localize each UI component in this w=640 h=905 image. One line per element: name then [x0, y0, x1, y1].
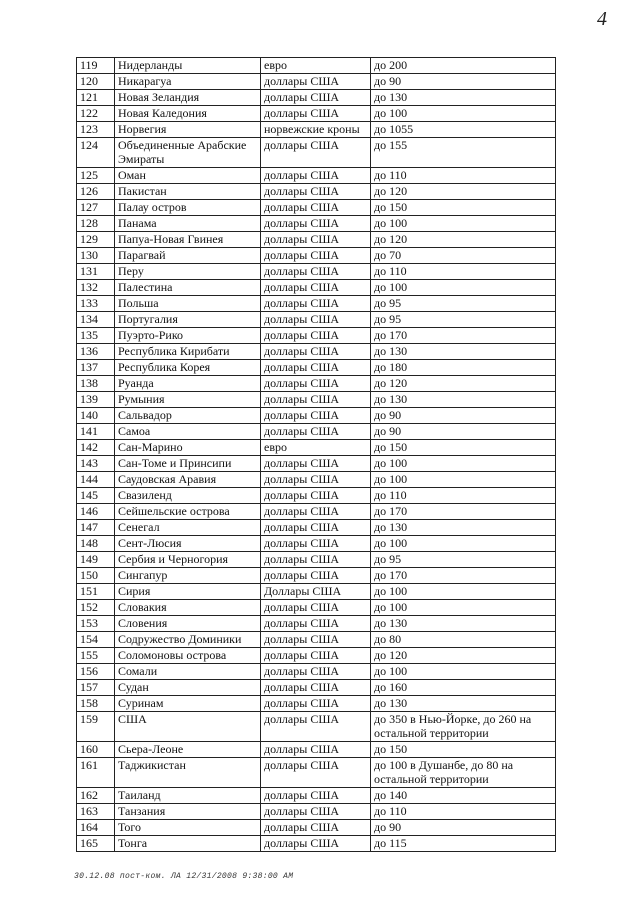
table-row [77, 90, 556, 106]
country-cell: Новая Каледония [115, 106, 261, 122]
limit-cell: до 90 [371, 820, 556, 836]
row-number-cell: 154 [77, 632, 115, 648]
country-rates-table [76, 57, 556, 852]
currency-cell: доллары США [261, 648, 371, 664]
table-row [77, 536, 556, 552]
row-number-cell: 158 [77, 696, 115, 712]
country-cell: Парагвай [115, 248, 261, 264]
table-row [77, 552, 556, 568]
currency-cell: доллары США [261, 456, 371, 472]
limit-cell: до 110 [371, 168, 556, 184]
currency-cell: доллары США [261, 280, 371, 296]
country-cell: Танзания [115, 804, 261, 820]
country-cell: Словения [115, 616, 261, 632]
row-number-cell: 129 [77, 232, 115, 248]
currency-cell: доллары США [261, 296, 371, 312]
limit-cell: до 100 [371, 536, 556, 552]
row-number-cell: 157 [77, 680, 115, 696]
table-row [77, 680, 556, 696]
currency-cell: доллары США [261, 200, 371, 216]
table-row [77, 584, 556, 600]
row-number-cell: 156 [77, 664, 115, 680]
table-row [77, 568, 556, 584]
currency-cell: доллары США [261, 74, 371, 90]
table-row [77, 664, 556, 680]
country-cell: США [115, 712, 261, 742]
currency-cell: доллары США [261, 696, 371, 712]
table-row [77, 632, 556, 648]
table-row [77, 456, 556, 472]
country-cell: Перу [115, 264, 261, 280]
row-number-cell: 134 [77, 312, 115, 328]
limit-cell: до 100 [371, 584, 556, 600]
country-cell: Таджикистан [115, 758, 261, 788]
currency-cell: доллары США [261, 536, 371, 552]
limit-cell: до 115 [371, 836, 556, 852]
table-row [77, 232, 556, 248]
country-cell: Палестина [115, 280, 261, 296]
table-row [77, 376, 556, 392]
row-number-cell: 149 [77, 552, 115, 568]
table-row [77, 328, 556, 344]
country-cell: Польша [115, 296, 261, 312]
limit-cell: до 1055 [371, 122, 556, 138]
limit-cell: до 100 [371, 280, 556, 296]
table-row [77, 836, 556, 852]
limit-cell: до 110 [371, 804, 556, 820]
country-cell: Содружество Доминики [115, 632, 261, 648]
country-cell: Сенегал [115, 520, 261, 536]
country-cell: Республика Корея [115, 360, 261, 376]
limit-cell: до 170 [371, 504, 556, 520]
row-number-cell: 143 [77, 456, 115, 472]
country-cell: Сан-Томе и Принсипи [115, 456, 261, 472]
limit-cell: до 100 [371, 472, 556, 488]
row-number-cell: 135 [77, 328, 115, 344]
row-number-cell: 145 [77, 488, 115, 504]
row-number-cell: 165 [77, 836, 115, 852]
row-number-cell: 141 [77, 424, 115, 440]
currency-cell: доллары США [261, 328, 371, 344]
currency-cell: доллары США [261, 820, 371, 836]
limit-cell: до 95 [371, 552, 556, 568]
country-cell: Новая Зеландия [115, 90, 261, 106]
row-number-cell: 146 [77, 504, 115, 520]
table-row [77, 520, 556, 536]
table-row [77, 216, 556, 232]
row-number-cell: 137 [77, 360, 115, 376]
country-cell: Сомали [115, 664, 261, 680]
currency-cell: доллары США [261, 804, 371, 820]
currency-cell: доллары США [261, 632, 371, 648]
currency-cell: евро [261, 440, 371, 456]
row-number-cell: 123 [77, 122, 115, 138]
country-cell: Самоа [115, 424, 261, 440]
row-number-cell: 144 [77, 472, 115, 488]
row-number-cell: 133 [77, 296, 115, 312]
page-number: 4 [597, 8, 607, 30]
row-number-cell: 125 [77, 168, 115, 184]
row-number-cell: 160 [77, 742, 115, 758]
limit-cell: до 120 [371, 376, 556, 392]
currency-cell: доллары США [261, 216, 371, 232]
table-row [77, 138, 556, 168]
country-cell: Оман [115, 168, 261, 184]
limit-cell: до 130 [371, 90, 556, 106]
table-row [77, 200, 556, 216]
table-row [77, 280, 556, 296]
row-number-cell: 119 [77, 58, 115, 74]
limit-cell: до 150 [371, 200, 556, 216]
table-row [77, 264, 556, 280]
country-cell: Того [115, 820, 261, 836]
country-cell: Норвегия [115, 122, 261, 138]
currency-cell: доллары США [261, 836, 371, 852]
table-row [77, 360, 556, 376]
table-row [77, 392, 556, 408]
country-cell: Сент-Люсия [115, 536, 261, 552]
currency-cell: доллары США [261, 472, 371, 488]
country-cell: Таиланд [115, 788, 261, 804]
row-number-cell: 132 [77, 280, 115, 296]
limit-cell: до 95 [371, 312, 556, 328]
currency-cell: доллары США [261, 168, 371, 184]
country-cell: Нидерланды [115, 58, 261, 74]
country-cell: Суринам [115, 696, 261, 712]
row-number-cell: 127 [77, 200, 115, 216]
country-cell: Саудовская Аравия [115, 472, 261, 488]
table-row [77, 106, 556, 122]
table-row [77, 344, 556, 360]
row-number-cell: 150 [77, 568, 115, 584]
currency-cell: доллары США [261, 488, 371, 504]
table-row [77, 504, 556, 520]
country-cell: Сейшельские острова [115, 504, 261, 520]
country-cell: Руанда [115, 376, 261, 392]
table-row [77, 184, 556, 200]
table-row [77, 742, 556, 758]
currency-cell: доллары США [261, 408, 371, 424]
limit-cell: до 110 [371, 264, 556, 280]
limit-cell: до 130 [371, 696, 556, 712]
limit-cell: до 130 [371, 520, 556, 536]
row-number-cell: 121 [77, 90, 115, 106]
country-cell: Панама [115, 216, 261, 232]
row-number-cell: 161 [77, 758, 115, 788]
country-cell: Папуа-Новая Гвинея [115, 232, 261, 248]
row-number-cell: 130 [77, 248, 115, 264]
country-cell: Соломоновы острова [115, 648, 261, 664]
currency-cell: доллары США [261, 264, 371, 280]
currency-cell: доллары США [261, 392, 371, 408]
limit-cell: до 95 [371, 296, 556, 312]
table-row [77, 616, 556, 632]
row-number-cell: 148 [77, 536, 115, 552]
document-footer: 30.12.08 пост-ком. ЛА 12/31/2008 9:38:00 AM [74, 872, 294, 881]
country-cell: Пуэрто-Рико [115, 328, 261, 344]
limit-cell: до 140 [371, 788, 556, 804]
currency-cell: Доллары США [261, 584, 371, 600]
limit-cell: до 100 [371, 664, 556, 680]
limit-cell: до 130 [371, 344, 556, 360]
limit-cell: до 100 [371, 456, 556, 472]
table-row [77, 424, 556, 440]
currency-cell: доллары США [261, 664, 371, 680]
limit-cell: до 170 [371, 568, 556, 584]
country-cell: Словакия [115, 600, 261, 616]
row-number-cell: 164 [77, 820, 115, 836]
currency-cell: доллары США [261, 184, 371, 200]
row-number-cell: 153 [77, 616, 115, 632]
currency-cell: норвежские кроны [261, 122, 371, 138]
row-number-cell: 155 [77, 648, 115, 664]
row-number-cell: 162 [77, 788, 115, 804]
table-row [77, 168, 556, 184]
limit-cell: до 80 [371, 632, 556, 648]
table-row [77, 122, 556, 138]
limit-cell: до 100 [371, 106, 556, 122]
row-number-cell: 139 [77, 392, 115, 408]
currency-cell: доллары США [261, 520, 371, 536]
table-row [77, 488, 556, 504]
table-row [77, 600, 556, 616]
country-cell: Свазиленд [115, 488, 261, 504]
limit-cell: до 100 в Душанбе, до 80 на остальной территории [371, 758, 556, 788]
row-number-cell: 163 [77, 804, 115, 820]
currency-cell: доллары США [261, 360, 371, 376]
table-body [77, 58, 556, 852]
limit-cell: до 120 [371, 232, 556, 248]
table-row [77, 648, 556, 664]
country-cell: Сальвадор [115, 408, 261, 424]
table-row [77, 820, 556, 836]
currency-cell: доллары США [261, 616, 371, 632]
row-number-cell: 159 [77, 712, 115, 742]
country-cell: Сирия [115, 584, 261, 600]
limit-cell: до 100 [371, 600, 556, 616]
row-number-cell: 151 [77, 584, 115, 600]
limit-cell: до 100 [371, 216, 556, 232]
row-number-cell: 152 [77, 600, 115, 616]
table-row [77, 440, 556, 456]
currency-cell: доллары США [261, 600, 371, 616]
row-number-cell: 131 [77, 264, 115, 280]
table-row [77, 712, 556, 742]
row-number-cell: 128 [77, 216, 115, 232]
country-cell: Объединенные Арабские Эмираты [115, 138, 261, 168]
currency-cell: доллары США [261, 788, 371, 804]
country-cell: Румыния [115, 392, 261, 408]
limit-cell: до 170 [371, 328, 556, 344]
limit-cell: до 130 [371, 616, 556, 632]
currency-cell: доллары США [261, 344, 371, 360]
table-row [77, 312, 556, 328]
currency-cell: доллары США [261, 424, 371, 440]
table-row [77, 248, 556, 264]
limit-cell: до 90 [371, 408, 556, 424]
currency-cell: доллары США [261, 106, 371, 122]
row-number-cell: 124 [77, 138, 115, 168]
row-number-cell: 138 [77, 376, 115, 392]
currency-cell: доллары США [261, 248, 371, 264]
currency-cell: доллары США [261, 90, 371, 106]
country-cell: Никарагуа [115, 74, 261, 90]
limit-cell: до 110 [371, 488, 556, 504]
limit-cell: до 150 [371, 440, 556, 456]
currency-cell: доллары США [261, 680, 371, 696]
currency-cell: доллары США [261, 552, 371, 568]
country-cell: Сьера-Леоне [115, 742, 261, 758]
limit-cell: до 130 [371, 392, 556, 408]
table-row [77, 58, 556, 74]
country-cell: Республика Кирибати [115, 344, 261, 360]
currency-cell: доллары США [261, 138, 371, 168]
limit-cell: до 120 [371, 648, 556, 664]
currency-cell: доллары США [261, 312, 371, 328]
limit-cell: до 350 в Нью-Йорке, до 260 на остальной территории [371, 712, 556, 742]
currency-cell: доллары США [261, 712, 371, 742]
currency-cell: доллары США [261, 504, 371, 520]
table-row [77, 696, 556, 712]
limit-cell: до 160 [371, 680, 556, 696]
table-row [77, 804, 556, 820]
country-cell: Сингапур [115, 568, 261, 584]
limit-cell: до 90 [371, 424, 556, 440]
row-number-cell: 122 [77, 106, 115, 122]
table-row [77, 472, 556, 488]
limit-cell: до 120 [371, 184, 556, 200]
row-number-cell: 147 [77, 520, 115, 536]
row-number-cell: 120 [77, 74, 115, 90]
country-cell: Пакистан [115, 184, 261, 200]
limit-cell: до 90 [371, 74, 556, 90]
table-row [77, 408, 556, 424]
table-row [77, 74, 556, 90]
currency-cell: доллары США [261, 232, 371, 248]
currency-cell: доллары США [261, 376, 371, 392]
table-row [77, 788, 556, 804]
limit-cell: до 150 [371, 742, 556, 758]
row-number-cell: 136 [77, 344, 115, 360]
row-number-cell: 142 [77, 440, 115, 456]
country-cell: Сербия и Черногория [115, 552, 261, 568]
row-number-cell: 140 [77, 408, 115, 424]
limit-cell: до 180 [371, 360, 556, 376]
currency-cell: доллары США [261, 742, 371, 758]
country-cell: Тонга [115, 836, 261, 852]
country-cell: Сан-Марино [115, 440, 261, 456]
limit-cell: до 155 [371, 138, 556, 168]
currency-cell: доллары США [261, 568, 371, 584]
table-row [77, 758, 556, 788]
limit-cell: до 200 [371, 58, 556, 74]
country-cell: Судан [115, 680, 261, 696]
table-row [77, 296, 556, 312]
currency-cell: евро [261, 58, 371, 74]
row-number-cell: 126 [77, 184, 115, 200]
limit-cell: до 70 [371, 248, 556, 264]
country-cell: Палау остров [115, 200, 261, 216]
country-cell: Португалия [115, 312, 261, 328]
currency-cell: доллары США [261, 758, 371, 788]
